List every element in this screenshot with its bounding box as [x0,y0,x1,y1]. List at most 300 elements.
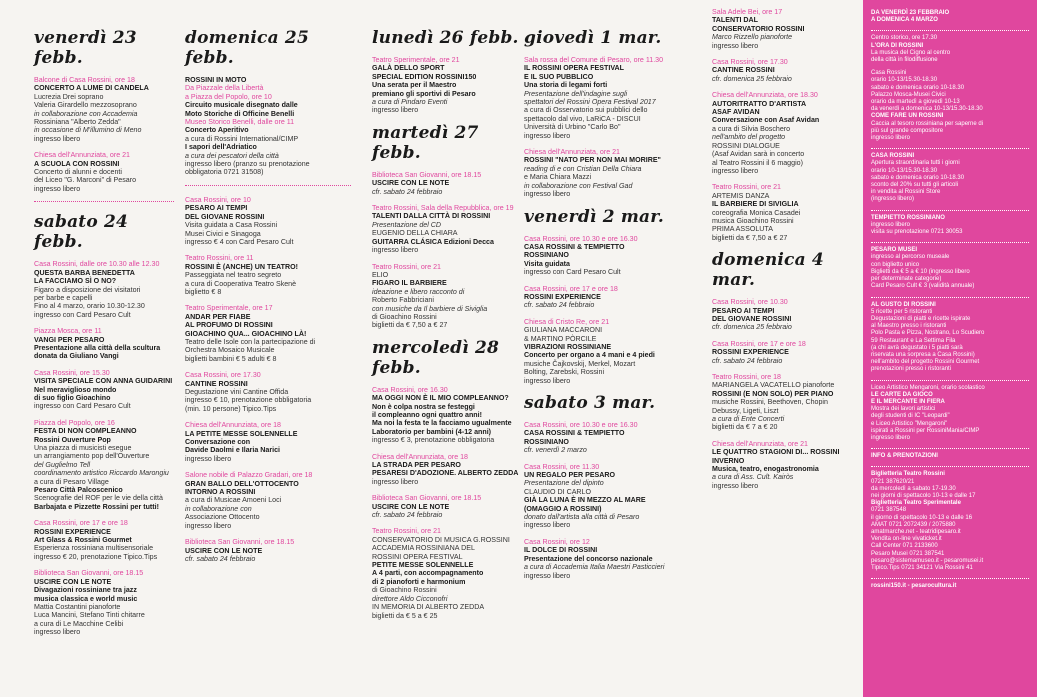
event [524,538,669,580]
event-venue: Salone nobile di Palazzo Gradari, ore 18 [185,471,313,480]
event-detail: Art Glass & Rossini Gourmet [34,536,132,545]
event-title: LA FACCIAMO SÌ O NO? [34,277,117,286]
event-title: CONCERTO A LUME DI CANDELA [34,84,149,93]
event-venue: Chiesa dell'Annunziata, ore 21 [712,439,809,448]
event-venue: a Piazza del Popolo, ore 10 [185,92,272,101]
event-title: INVERNO [712,456,745,465]
event-detail: Figaro a disposizione dei visitatori [34,285,141,294]
event-venue: Chiesa di Cristo Re, ore 21 [524,317,610,326]
sidebar-section [871,453,1029,460]
event-venue: Casa Rossini, dalle ore 10.30 alle 12.30 [34,260,160,269]
event-venue: Museo Storico Benelli, dalle ore 11 [185,118,295,127]
event-detail: ingresso libero [712,166,759,175]
event-detail: ingresso € 10, prenotazione obbligatoria [185,396,312,405]
column-4 [524,26,669,588]
event-detail: per barbe e capelli [34,293,93,302]
event-detail: ingresso libero [524,376,571,385]
sidebar-text: da mercoledì a sabato 17-19.30 [871,485,956,492]
event-detail: a cura di Osservatorio sui pubblici dello [524,106,648,115]
event-detail: Debussy, Ligeti, Liszt [712,406,779,415]
event [34,260,174,319]
event-title: PESARESI D'ADOZIONE. ALBERTO ZEDDA [372,469,519,478]
sidebar-heading: E IL MERCANTE IN FIERA [871,398,945,405]
event-detail: ingresso libero [34,628,81,637]
event [712,8,852,50]
sidebar-text: Degustazioni di piatti e ricette ispirate [871,315,971,322]
event-title: ASAF AVIDAN [712,108,760,117]
event [34,369,174,411]
event-venue: Casa Rossini, ore 17 e ore 18 [524,284,618,293]
event-title: GIÀ LA LUNA È IN MEZZO AL MARE [524,496,646,505]
event [524,56,669,140]
event-detail: ingresso con Card Pesaro Cult [34,402,131,411]
sidebar-text: orario 10-13/15.30-18.30 [871,77,938,84]
event-detail: cfr. sabato 24 febbraio [372,511,443,520]
day-heading: venerdì 2 mar. [524,206,664,227]
event-venue: Casa Rossini, ore 10 [185,195,251,204]
day-heading: giovedì 1 mar. [524,28,662,48]
sidebar-text: orario 10-13/15.30-18.30 [871,167,938,174]
sidebar-text: Liceo Artistico Mengaroni, orario scolastico [871,384,985,391]
event-detail: ingresso con Card Pesaro Cult [524,268,621,277]
event [372,527,522,619]
sidebar-text: degli studenti di IC "Leopardi" [871,413,950,420]
event-detail: Una piazza di musicisti esegue [34,444,132,452]
event-title: FIGARO IL BARBIERE [372,279,447,288]
sidebar-heading: LE CARTE DA GIOCO [871,391,933,398]
event-title: CONSERVATORIO ROSSINI [712,24,805,33]
event-title: PETITE MESSE SOLENNELLE [372,561,474,570]
sidebar-text: da venerdì a domenica 10-13/15.30-18.30 [871,106,983,113]
event-detail: ROSSINI OPERA FESTIVAL [372,552,463,561]
event-detail: A 4 parti, con accompagnamento [372,569,484,578]
event-title: TALENTI DALLA CITTÀ DI ROSSINI [372,212,491,221]
event [372,453,522,487]
event-title: USCIRE CON LE NOTE [372,179,450,188]
sidebar-heading: DA VENERDÌ 23 FEBBRAIO [871,10,950,16]
event-detail: EUGENIO DELLA CHIARA [372,229,458,238]
event-venue: Casa Rossini, ore 17 e ore 18 [712,339,806,348]
event-detail: CLAUDIO DI CARLO [524,487,592,496]
event-title: IL ROSSINI OPERA FESTIVAL [524,64,624,73]
event-venue: Casa Rossini, ore 11.30 [524,462,600,471]
sidebar-text: ingresso al percorso museale [871,254,950,261]
sidebar-text: Biglietti da € 5 a € 10 (ingresso libero [871,268,970,275]
event-detail: ingresso libero [712,41,759,50]
event-detail: a cura di Ass. Cult. Kairòs [712,473,794,482]
event-detail: cfr. sabato 24 febbraio [185,554,256,563]
sidebar-section [871,70,1029,142]
sidebar-section [871,247,1029,290]
event-title: INTORNO A ROSSINI [185,488,256,497]
event [185,538,351,563]
sidebar-text: Casa Rossini [871,70,907,77]
event-title: DEL GIOVANE ROSSINI [712,314,792,323]
event-detail: & MARTINO PÒRCILE [524,334,597,343]
event-title: IL BARBIERE DI SIVIGLIA [712,200,799,209]
event-detail: Concerto di alunni e docenti [34,168,122,177]
event-detail: reading di e con Cristian Della Chiara [524,164,642,173]
column-2 [185,26,351,571]
event-detail: Nel meraviglioso mondo [34,385,117,394]
event [524,318,669,385]
event-detail: ingresso libero [372,477,419,486]
event-venue: Chiesa dell'Annunziata, ore 18 [185,421,282,430]
event-detail: a cura di Silvia Boschero [712,124,791,133]
event-title: FESTA DI NON COMPLEANNO [34,427,137,436]
event-venue: Teatro Rossini, ore 21 [372,262,442,271]
event-detail: in occasione di M'illumino di Meno [34,126,142,135]
sidebar-section [871,302,1029,374]
sidebar-heading: AL GUSTO DI ROSSINI [871,301,936,308]
event-title: MA OGGI NON È IL MIO COMPLEANNO? [372,394,509,403]
sidebar-text: per determinate categorie) [871,276,942,283]
sidebar-section [871,385,1029,443]
event-title: LA PETITE MESSE SOLENNELLE [185,429,298,438]
event-venue: Teatro Rossini, ore 21 [372,527,442,536]
sidebar-text: il giorno di spettacolo 10-13 e dalle 16 [871,514,973,521]
event-detail: direttore Aldo Cicconofri [372,594,448,603]
event-venue: Chiesa dell'Annunziata, ore 21 [34,151,131,160]
event-detail: Davide Daolmi e Ilaria Narici [185,446,281,455]
event [34,327,174,361]
event-detail: Lucrezia Drei soprano [34,92,104,101]
event-detail: ingresso libero [34,184,81,193]
event [34,419,174,511]
sidebar-text: ingresso libero [871,135,911,142]
event-title: (OMAGGIO A ROSSINI) [524,504,602,513]
event-detail: biglietti da € 7,50 a € 27 [372,321,448,330]
event [185,254,351,296]
event-venue: Chiesa dell'Annunziata, ore 21 [524,148,621,157]
event-title: ROSSINI IN MOTO [185,76,247,84]
event [185,421,351,463]
event-title: QUESTA BARBA BENEDETTA [34,268,135,277]
sidebar-text: Pesaro Musei 0721 387541 [871,550,945,557]
sidebar-text: Apertura straordinaria tutti i giorni [871,160,960,167]
sidebar-divider [871,578,1029,579]
event-venue: Da Piazzale della Libertà [185,84,264,93]
event-detail: Mattia Costantini pianoforte [34,602,121,611]
event-detail: ingresso libero [185,521,232,530]
sidebar-heading: A DOMENICA 4 MARZO [871,17,938,24]
event-detail: Ma noi la festa te la facciamo ugualmente [372,419,512,428]
sidebar-text: ispirati a Rossini per RossiniMania/CIMP [871,427,980,434]
day-heading: mercoledì 28 febb. [372,337,500,378]
sidebar-text: al Maestro presso i ristoranti [871,323,947,330]
event-venue: Casa Rossini, ore 12 [524,537,590,546]
event-detail: obbligatoria 0721 31508) [185,168,264,177]
event [34,569,174,636]
sidebar-text: sconto del 20% su tutti gli articoli [871,182,959,189]
event-detail: al Teatro Rossini il 6 maggio) [712,158,803,167]
sidebar-text: della città in filodiffusione [871,57,938,64]
event-detail: ingresso libero [524,131,571,140]
event-detail: di 2 pianoforti e harmonium [372,577,466,586]
day-heading: domenica 4 mar. [712,250,824,291]
sidebar-text: Vendita on-line vivaticket.it [871,536,942,543]
event-detail: a cura di Accademia Italia Maestri Pasticcieri [524,563,665,572]
event-venue: Teatro Rossini, ore 18 [712,373,782,381]
sidebar-text: Centro storico, ore 17.30 [871,35,938,42]
event-detail: ingresso libero [712,481,759,490]
event-detail: in collaborazione con Accademia [34,109,138,118]
event [372,56,522,115]
event-detail: a cura dei pescatori della città [185,151,279,160]
event-detail: cfr. sabato 24 febbraio [524,301,595,310]
sidebar-text: e Liceo Artistico "Mengaroni" [871,420,948,427]
event-title: CASA ROSSINI & TEMPIETTO ROSSINIANO [524,242,625,260]
event-detail: biglietti bambini € 5 adulti € 8 [185,354,277,363]
event-detail: IN MEMORIA DI ALBERTO ZEDDA [372,603,485,612]
event-detail: Valeria Girardello mezzosoprano [34,101,137,110]
event-detail: Visita guidata a Casa Rossini [185,221,278,230]
event [524,235,669,277]
event-detail: musica classica e world music [34,594,138,603]
event-detail: un arrangiamento pop dell'Ouverture [34,452,150,461]
event-venue: Biblioteca San Giovanni, ore 18.15 [34,569,144,578]
event-title: VANGI PER PESARO [34,335,105,344]
event-detail: Conversazione con [185,438,251,447]
event-detail: Bolting, Zarebski, Rossini [524,368,605,377]
event-detail: biglietti da € 7 a € 20 [712,423,778,432]
event-detail: ideazione e libero racconto di [372,287,465,296]
event-detail: ingresso € 3, prenotazione obbligatoria [372,436,495,445]
sidebar-text: 0721 387620/21 [871,478,915,485]
event [185,371,351,413]
day-heading: sabato 24 febb. [34,212,129,253]
event-detail: cfr. venerdì 2 marzo [524,446,587,455]
event [524,148,669,198]
event-title: I sapori dell'Adriatico [185,143,257,152]
event-title: ROSSINI È (ANCHE) UN TEATRO! [185,262,298,271]
event-detail: ingresso libero [372,106,419,115]
event-detail: musiche Čajkovskij, Merkel, Mozart [524,359,636,368]
event-detail: Fino al 4 marzo, orario 10.30-12.30 [34,302,145,311]
event-detail: di Gioachino Rossini [372,312,437,321]
event-detail: ingresso libero [524,521,571,530]
sidebar-text: Polo Pasta e Pizza, Nostrano, Lo Scudiero [871,330,985,337]
event [712,183,852,242]
event-detail: donata da Giuliano Vangi [34,352,119,361]
event-venue: Chiesa dell'Annunziata, ore 18.30 [712,91,818,100]
sidebar-divider [871,242,1029,243]
sidebar-text: Card Pesaro Cult € 3 (validità annuale) [871,283,975,290]
event-detail: MARIANGELA VACATELLO pianoforte [712,381,835,390]
event-detail: Luca Mancini, Stefano Tinti chitarre [34,611,145,620]
sidebar-divider [871,448,1029,449]
event-venue: Casa Rossini, ore 17.30 [185,371,261,380]
event-title: ROSSINI EXPERIENCE [712,348,789,357]
event-detail: premiano gli sportivi di Pesaro [372,89,476,98]
event-venue: Chiesa dell'Annunziata, ore 18 [372,452,469,461]
event-detail: Passeggiata nel teatro segreto [185,271,282,280]
event [185,76,351,177]
event-detail: cfr. domenica 25 febbraio [712,323,792,332]
event-detail: ingresso libero [372,246,419,255]
event-title: PESARO AI TEMPI [185,204,248,213]
event-title: USCIRE CON LE NOTE [372,502,450,511]
sidebar-heading: CASA ROSSINI [871,153,915,160]
sidebar-text: ingresso libero [871,221,911,228]
event-title: USCIRE CON LE NOTE [34,577,112,586]
sidebar-text: Caccia al tesoro rossiniana per saperne di [871,120,984,127]
dotted-divider [34,201,174,202]
event-detail: ingresso libero [524,571,571,580]
event-detail: ELIO [372,270,389,279]
sidebar-text: (a chi avrà degustato i 5 piatti sarà [871,344,963,351]
event-detail: Presentazione del CD [372,220,442,229]
day-heading: domenica 25 febb. [185,28,309,68]
event-detail: spettatori del Rossini Opera Festival 2017 [524,98,656,107]
event-title: GIOACHINO QUA... GIOACHINO LÀ! [185,329,307,338]
event [524,421,669,455]
event-title: CASA ROSSINI & TEMPIETTO ROSSINIANO [524,429,625,446]
event [372,171,522,196]
sidebar-contacts [871,471,1029,572]
sidebar-divider [871,30,1029,31]
sidebar-heading: PESARO MUSEI [871,247,918,254]
event-detail: Università di Urbino "Carlo Bo" [524,123,621,132]
event-detail: Rossiniana "Alberto Zedda" [34,118,121,127]
dotted-divider [185,185,351,186]
event-title: LA STRADA PER PESARO [372,461,461,469]
event-detail: GUITARRA CLÁSICA Edizioni Decca [372,237,494,246]
event-detail: spettacolo dal vivo, LaRiCA - DISCUI [524,114,641,123]
event-venue: Teatro Rossini, ore 21 [712,183,782,192]
event [185,304,351,363]
event-title: GRAN BALLO DELL'OTTOCENTO [185,479,299,488]
sidebar-heading: TEMPIETTO ROSSINIANO [871,214,945,221]
event-detail: di suo figlio Gioachino [34,393,111,402]
event-title: ANDAR PER FIABE [185,312,251,321]
event-venue: Sala Adele Bei, ore 17 [712,8,783,16]
event-title: SPECIAL EDITION ROSSINI150 [372,72,477,81]
sidebar-heading: COME FARE UN ROSSINI [871,113,944,120]
event-venue: Biblioteca San Giovanni, ore 18.15 [372,494,482,503]
day-heading: martedì 27 febb. [372,122,479,163]
event-detail: del Guglielmo Tell [34,460,91,469]
sidebar-text: con biglietto unico [871,261,920,268]
event-detail: a cura di Rossini International/CIMP [185,134,299,143]
event-detail: Pesaro Città Palcoscenico [34,486,123,495]
sidebar-section [871,215,1029,237]
event-detail: a cura di Pesaro Village [34,477,109,486]
event-detail: Musica, teatro, enogastronomia [712,465,819,474]
event-detail: biglietti da € 5 a € 25 [372,611,438,620]
event-venue: Teatro Sperimentale, ore 17 [185,304,273,313]
sidebar-text: Mostra dei lavori artistici [871,406,936,413]
event [185,196,351,246]
event-detail: ingresso libero (pranzo su prenotazione [185,160,310,169]
event-title: VISITA SPECIALE CON ANNA GUIDARINI [34,377,173,386]
event-detail: (min. 10 persone) Tipico.Tips [185,404,277,413]
event-detail: Teatro delle Isole con la partecipazione di [185,337,316,346]
event-detail: ARTEMIS DANZA [712,191,770,200]
event [712,91,852,175]
event [524,285,669,310]
event-detail: Rossini Ouverture Pop [34,435,111,444]
sidebar-text: AMAT 0721 2072439 / 2075880 [871,521,956,528]
event-title: A SCUOLA CON ROSSINI [34,159,120,168]
event-detail: Presentazione dell'indagine sugli [524,89,628,98]
event-detail: in collaborazione con Festival Gad [524,181,633,190]
sidebar-section [871,35,1029,64]
sidebar-text: ingresso libero [871,434,911,441]
event-detail: Esperienza rossiniana multisensoriale [34,544,154,553]
event-venue: Casa Rossini, ore 10.30 [712,298,788,307]
event-detail: Degustazione vini Cantine Offida [185,388,289,396]
event-title: TALENTI DAL [712,16,758,25]
event-venue: Piazza Mosca, ore 11 [34,327,102,336]
column-1 [34,26,174,645]
sidebar-text: 5 ricette per 5 ristoranti [871,308,933,315]
event [34,76,174,143]
event [372,494,522,519]
day-heading: venerdì 23 febb. [34,28,137,68]
sidebar-website-link[interactable]: rossini150.it - pesarocultura.it [871,583,957,590]
event-title: CANTINE ROSSINI [712,66,775,75]
event-detail: Barbajata e Pizzette Rossini per tutti! [34,502,159,511]
event-detail: Visita guidata [524,259,570,268]
event-detail: cfr. sabato 24 febbraio [712,356,783,365]
event-detail: il compleanno ogni quattro anni! [372,410,482,419]
event-venue: Biblioteca San Giovanni, ore 18.15 [185,538,295,547]
event [372,263,522,330]
event [712,340,852,365]
sidebar-divider [871,148,1029,149]
event-detail: Una serata per il Maestro [372,81,457,90]
sidebar-text: sabato e domenica orario 10-18.30 [871,174,965,181]
event [712,58,852,83]
sidebar-link[interactable]: amatmarche.net - teatridipesaro.it [871,528,961,535]
event-detail: Laboratorio per bambini (4-12 anni) [372,427,492,436]
sidebar-text: Call Center 071 2133600 [871,543,938,550]
event [712,440,852,490]
event-detail: Non è colpa nostra se festeggi [372,402,475,411]
event-venue: Casa Rossini, ore 17.30 [712,58,788,67]
event-detail: cfr. sabato 24 febbraio [372,187,443,196]
event-detail: Marco Rizzello pianoforte [712,33,793,42]
sidebar-heading: INFO & PRENOTAZIONI [871,453,938,460]
sidebar-text: orario da martedì a giovedì 10-13 [871,99,960,106]
event-title: PESARO AI TEMPI [712,306,775,315]
day-heading: lunedì 26 febb. [372,28,519,48]
sidebar-link[interactable]: pesaro@sistemamuseo.it - pesaromusei.it [871,557,984,564]
event-venue: Biblioteca San Giovanni, ore 18.15 [372,170,482,179]
event-detail: di Gioachino Rossini [372,586,437,595]
sidebar-text: La musica del Cigno al centro [871,49,951,56]
event-title: IL DOLCE DI ROSSINI [524,546,598,555]
event-detail: Presentazione del dipinto [524,479,604,488]
event-title: AL PROFUMO DI ROSSINI [185,321,273,330]
sidebar-heading: Biglietteria Teatro Rossini [871,471,945,478]
event [34,151,174,193]
event-venue: Balcone di Casa Rossini, ore 18 [34,76,135,84]
event-title: VIBRAZIONI ROSSINIANE [524,342,612,351]
event-title: GALÀ DELLO SPORT [372,64,445,73]
event-venue: Teatro Sperimentale, ore 21 [372,56,460,64]
event-detail: ROSSINI DIALOGUE [712,141,780,150]
event-detail: del Liceo "G. Marconi" di Pesaro [34,176,137,185]
event-detail: Scenografie del ROF per le vie della città [34,494,163,503]
event-detail: Roberto Fabbriciani [372,296,434,305]
event-detail: ingresso libero [524,190,571,199]
sidebar-text: in vendita al Rossini Store [871,189,941,196]
event-detail: Presentazione alla città della scultura [34,343,161,352]
event-title: CANTINE ROSSINI [185,379,248,388]
event-detail: Divagazioni rossiniane tra jazz [34,586,137,595]
